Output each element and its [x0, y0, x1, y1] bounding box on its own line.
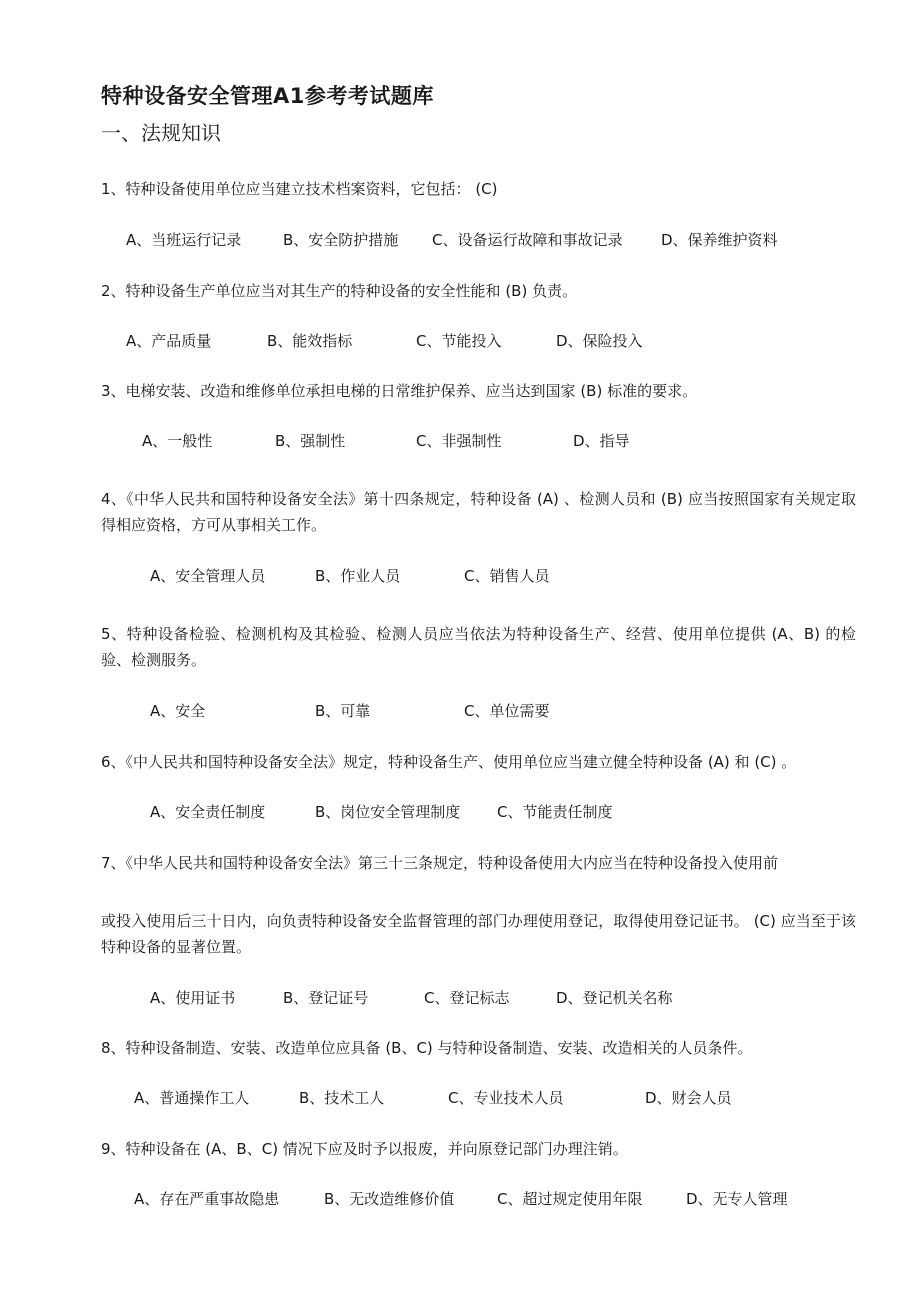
option-a: A、产品质量: [126, 332, 212, 350]
option-b: B、岗位安全管理制度: [315, 803, 461, 821]
question-3-options: [142, 428, 842, 454]
question-4-options: [150, 563, 850, 589]
question-1-text: 1、特种设备使用单位应当建立技术档案资料，它包括： (C): [101, 180, 498, 198]
question-2-options: [126, 328, 826, 354]
question-7-text-continued: 或投入使用后三十日内，向负责特种设备安全监督管理的部门办理使用登记，取得使用登记证书。 (C) 应当至于该特种设备的显著位置。: [101, 912, 856, 956]
option-b: B、强制性: [275, 432, 346, 450]
question-6-options: [150, 799, 850, 825]
question-7-text: 7、《中华人民共和国特种设备安全法》第三十三条规定，特种设备使用大内应当在特种设备投入使用前: [101, 854, 779, 872]
option-c: C、单位需要: [464, 702, 550, 720]
option-b: B、可靠: [315, 702, 371, 720]
option-c: C、登记标志: [424, 989, 510, 1007]
question-8-options: [134, 1085, 834, 1111]
option-a: A、安全: [150, 702, 206, 720]
option-d: D、无专人管理: [686, 1190, 788, 1208]
option-b: B、无改造维修价值: [324, 1190, 455, 1208]
question-5-text: 5、特种设备检验、检测机构及其检验、检测人员应当依法为特种设备生产、经营、使用单位提供 (A、B) 的检验、检测服务。: [101, 625, 856, 669]
option-a: A、一般性: [142, 432, 213, 450]
question-4-text: 4、《中华人民共和国特种设备安全法》第十四条规定，特种设备 (A) 、检测人员和 (B) 应当按照国家有关规定取得相应资格，方可从事相关工作。: [101, 490, 856, 534]
option-c: C、销售人员: [464, 567, 550, 585]
option-d: D、指导: [573, 432, 630, 450]
question-3-text: 3、电梯安装、改造和维修单位承担电梯的日常维护保养、应当达到国家 (B) 标准的要求。: [101, 382, 698, 400]
option-a: A、普通操作工人: [134, 1089, 250, 1107]
question-5-options: [150, 698, 850, 724]
option-c: C、专业技术人员: [448, 1089, 564, 1107]
option-a: A、安全管理人员: [150, 567, 266, 585]
option-c: C、节能投入: [416, 332, 502, 350]
option-a: A、使用证书: [150, 989, 236, 1007]
option-b: B、安全防护措施: [283, 231, 399, 249]
section-heading: 一、法规知识: [101, 121, 221, 145]
option-a: A、存在严重事故隐患: [134, 1190, 280, 1208]
option-a: A、当班运行记录: [126, 231, 242, 249]
option-c: C、设备运行故障和事故记录: [432, 231, 623, 249]
option-d: D、保险投入: [556, 332, 643, 350]
document-title: 特种设备安全管理A1参考考试题库: [101, 84, 434, 108]
option-b: B、登记证号: [283, 989, 369, 1007]
question-2-text: 2、特种设备生产单位应当对其生产的特种设备的安全性能和 (B) 负责。: [101, 282, 578, 300]
option-d: D、保养维护资料: [661, 231, 778, 249]
option-d: D、登记机关名称: [556, 989, 673, 1007]
question-9-options: [134, 1186, 834, 1212]
option-c: C、节能责任制度: [497, 803, 613, 821]
question-8-text: 8、特种设备制造、安装、改造单位应具备 (B、C) 与特种设备制造、安装、改造相关的人员条件。: [101, 1039, 753, 1057]
option-c: C、超过规定使用年限: [497, 1190, 643, 1208]
option-b: B、技术工人: [299, 1089, 385, 1107]
option-c: C、非强制性: [416, 432, 502, 450]
option-a: A、安全责任制度: [150, 803, 266, 821]
question-9-text: 9、特种设备在 (A、B、C) 情况下应及时予以报废，并向原登记部门办理注销。: [101, 1140, 628, 1158]
option-b: B、能效指标: [267, 332, 353, 350]
option-b: B、作业人员: [315, 567, 401, 585]
question-7-options: [150, 985, 850, 1011]
option-d: D、财会人员: [645, 1089, 732, 1107]
question-6-text: 6、《中人民共和国特种设备安全法》规定，特种设备生产、使用单位应当建立健全特种设备 (A) 和 (C) 。: [101, 753, 797, 771]
question-1-options: [126, 227, 826, 253]
